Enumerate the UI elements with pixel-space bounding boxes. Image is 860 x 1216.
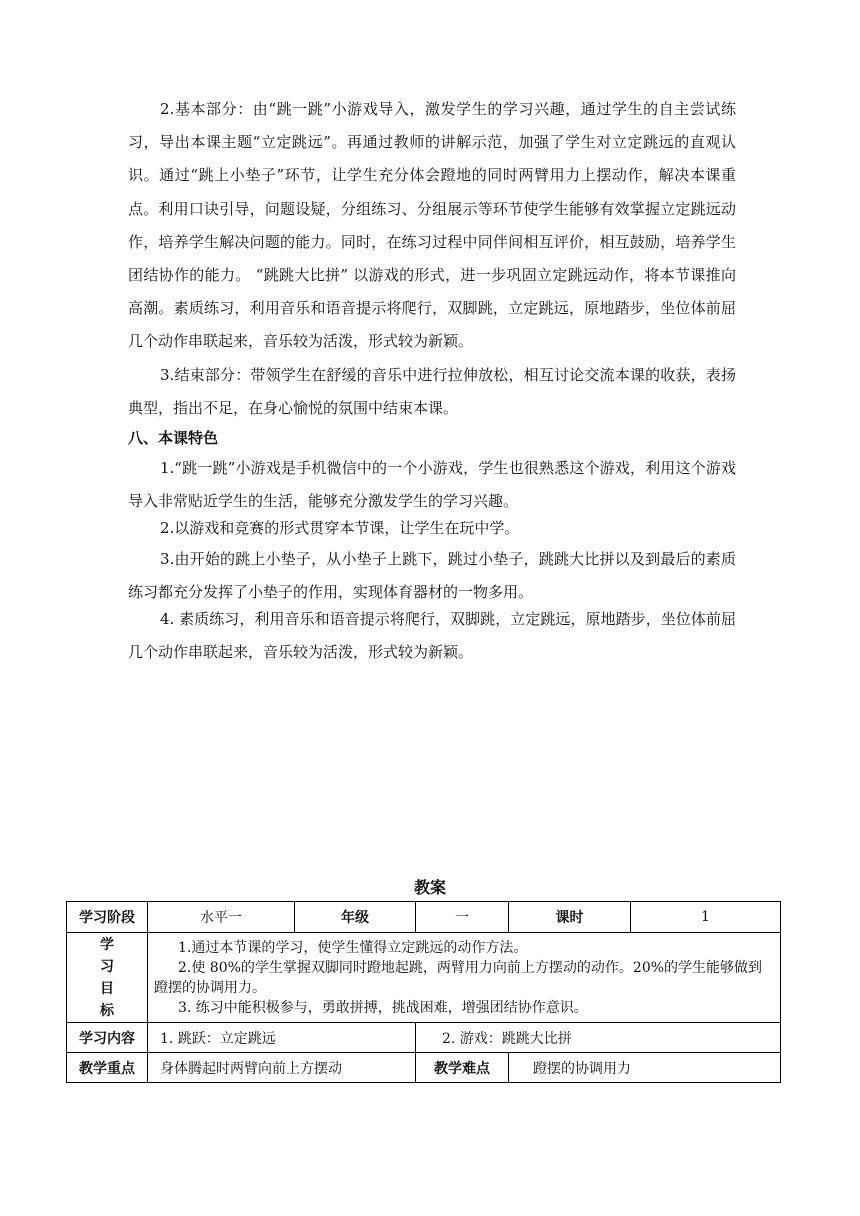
table-row [67, 1053, 781, 1083]
feature-item-3: 3.由开始的跳上小垫子，从小垫子上跳下，跳过小垫子，跳跳大比拼以及到最后的素质练习都充分发挥了小垫子的作用，实现体育器材的一物多用。 [128, 550, 736, 602]
objectives-label-char: 标 [100, 1002, 114, 1019]
basic-part-paragraph: 2.基本部分：由“跳一跳”小游戏导入，激发学生的学习兴趣，通过学生的自主尝试练习，导出本课主题“立定跳远”。再通过教师的讲解示范，加强了学生对立定跳远的直观认识。通过“跳上小垫子”环节，让学生充分体会蹬地的同时两臂用力上摆动作，解决本课重点。利用口诀引导，问题设疑，分组练习、分组展示等环节使学生能够有效掌握立定跳远动作，培养学生解决问题的能力。同时，在练习过程中同伴间相互评价，相互鼓励，培养学生团结协作的能力。 “跳跳大比拼” 以游戏的形式，进一步巩固立定跳远动作，将本节课推向高潮。素质练习，利用音乐和语音提示将爬行，双脚跳，立定跳远，原地踏步，坐位体前屈几个动作串联起来，音乐较为活泼，形式较为新颖。 [128, 100, 736, 351]
content-label: 学习内容 [67, 1023, 148, 1053]
table-row [67, 902, 781, 933]
lesson-plan-title: 教案 [413, 878, 446, 897]
feature-item-1: 1.“跳一跳”小游戏是手机微信中的一个小游戏，学生也很熟悉这个游戏，利用这个游戏导入非常贴近学生的生活，能够充分激发学生的学习兴趣。 [128, 459, 736, 511]
feature-item-4: 4. 素质练习，利用音乐和语音提示将爬行，双脚跳，立定跳远，原地踏步，坐位体前屈几个动作串联起来，音乐较为活泼，形式较为新颖。 [128, 610, 736, 662]
key-point-label: 教学重点 [67, 1053, 148, 1083]
objectives-label-char: 习 [100, 958, 114, 975]
objective-1: 1.通过本节课的学习，使学生懂得立定跳远的动作方法。 [178, 939, 528, 956]
objectives-label [67, 933, 148, 1023]
objectives-label-char: 学 [100, 936, 114, 953]
objective-2: 2.使 80%的学生掌握双脚同时蹬地起跳，两臂用力向前上方摆动的动作。20%的学生能够做到蹬摆的协调用力。 [154, 959, 763, 996]
period-label: 课时 [509, 902, 631, 933]
objective-3: 3. 练习中能积极参与，勇敢拼搏，挑战困难，增强团结协作意识。 [178, 999, 588, 1016]
stage-value: 水平一 [148, 902, 295, 933]
content-item-1: 1. 跳跃：立定跳远 [148, 1023, 416, 1053]
stage-label: 学习阶段 [67, 902, 148, 933]
difficulty-value: 蹬摆的协调用力 [509, 1053, 781, 1083]
content-item-2: 2. 游戏：跳跳大比拼 [416, 1023, 781, 1053]
key-point-value: 身体腾起时两臂向前上方摆动 [148, 1053, 416, 1083]
feature-item-2: 2.以游戏和竞赛的形式贯穿本节课，让学生在玩中学。 [160, 519, 520, 537]
ending-part-paragraph: 3.结束部分：带领学生在舒缓的音乐中进行拉伸放松，相互讨论交流本课的收获，表扬典型，指出不足，在身心愉悦的氛围中结束本课。 [128, 366, 736, 418]
table-row [67, 1023, 781, 1053]
lesson-plan-table [66, 901, 781, 1083]
objectives-cell [148, 933, 781, 1023]
grade-value: 一 [416, 902, 509, 933]
grade-label: 年级 [295, 902, 416, 933]
objectives-label-char: 目 [100, 980, 114, 997]
period-value: 1 [631, 902, 781, 933]
table-row [67, 933, 781, 1023]
difficulty-label: 教学难点 [416, 1053, 509, 1083]
features-heading: 八、本课特色 [128, 429, 219, 447]
